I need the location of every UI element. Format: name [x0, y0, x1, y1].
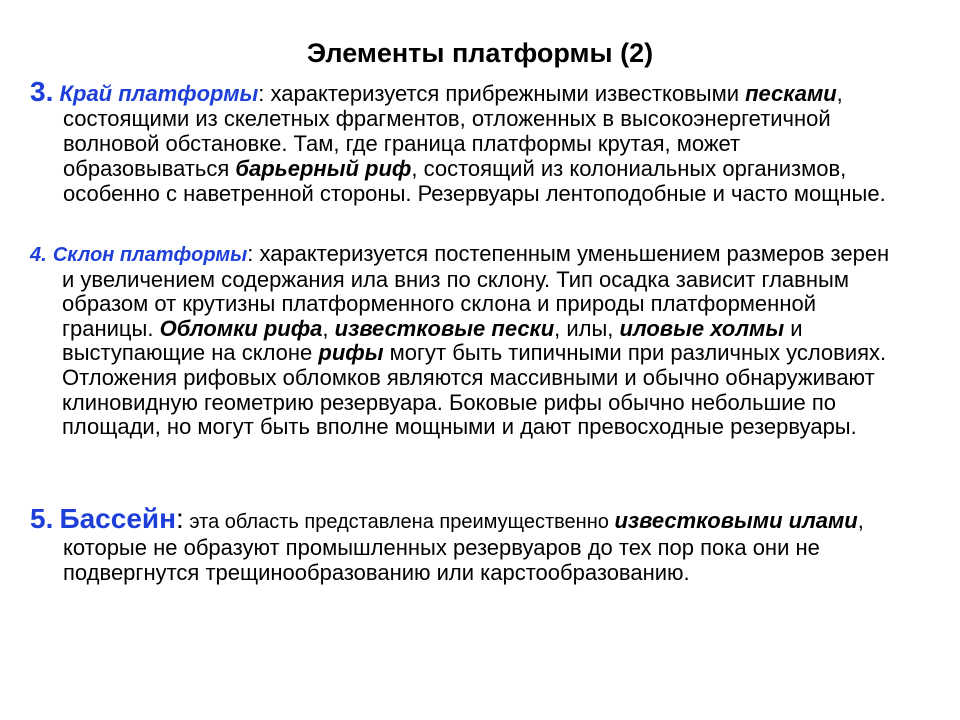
keyword: Обломки рифа [159, 315, 323, 341]
list-item-platform-slope [30, 242, 900, 440]
item-number: 5. [30, 503, 54, 534]
item-paragraph [30, 242, 900, 440]
slide-title: Элементы платформы (2) [306, 38, 654, 68]
item-text: , которые не образуют промышленных резервуаров до тех пор пока они не подвергнутся трещинообразованию или карстообразованию. [63, 508, 864, 585]
item-number: 4. [30, 244, 47, 266]
item-text: и выступающие на склоне [62, 315, 803, 366]
list-item-basin [30, 503, 900, 585]
keyword: песками [745, 81, 837, 106]
item-paragraph [30, 503, 900, 585]
item-number: 3. [30, 76, 54, 107]
keyword: рифы [318, 340, 384, 366]
item-term: Склон платформы [52, 244, 248, 266]
item-text: : характеризуется прибрежными известковыми [258, 81, 746, 106]
item-text: , [322, 315, 335, 341]
item-text: : характеризуется постепенным уменьшением размеров зерен и увеличением содержания ила вниз по склону. Тип осадка зависит главным образом от крутизны платформенного склона и природы платформенной границы. [62, 241, 890, 341]
keyword: известковыми илами [614, 508, 858, 533]
item-term: Край платформы [59, 81, 259, 106]
item-paragraph [30, 76, 900, 206]
item-colon: : [176, 503, 184, 534]
keyword: иловые холмы [619, 315, 785, 341]
item-text: , состоящий из колониальных организмов, особенно с наветренной стороны. Резервуары лентоподобные и часто мощные. [63, 156, 886, 206]
item-term: Бассейн [59, 503, 177, 534]
keyword: барьерный риф [235, 156, 412, 181]
item-text: могут быть типичными при различных условиях. Отложения рифовых обломков являются массивными и обычно обнаруживают клиновидную геометрию резервуара. Боковые рифы обычно небольшие по площади, но могут быть вполне мощными и дают превосходные резервуары. [62, 340, 887, 440]
item-text: эта область представлена преимущественно [183, 511, 615, 533]
keyword: известковые пески [334, 315, 555, 341]
item-text: , илы, [554, 315, 620, 341]
list-item-platform-edge [30, 76, 900, 206]
item-text: , состоящими из скелетных фрагментов, отложенных в высокоэнергетичной волновой обстановке. Там, где граница платформы крутая, может образовываться [63, 81, 843, 181]
